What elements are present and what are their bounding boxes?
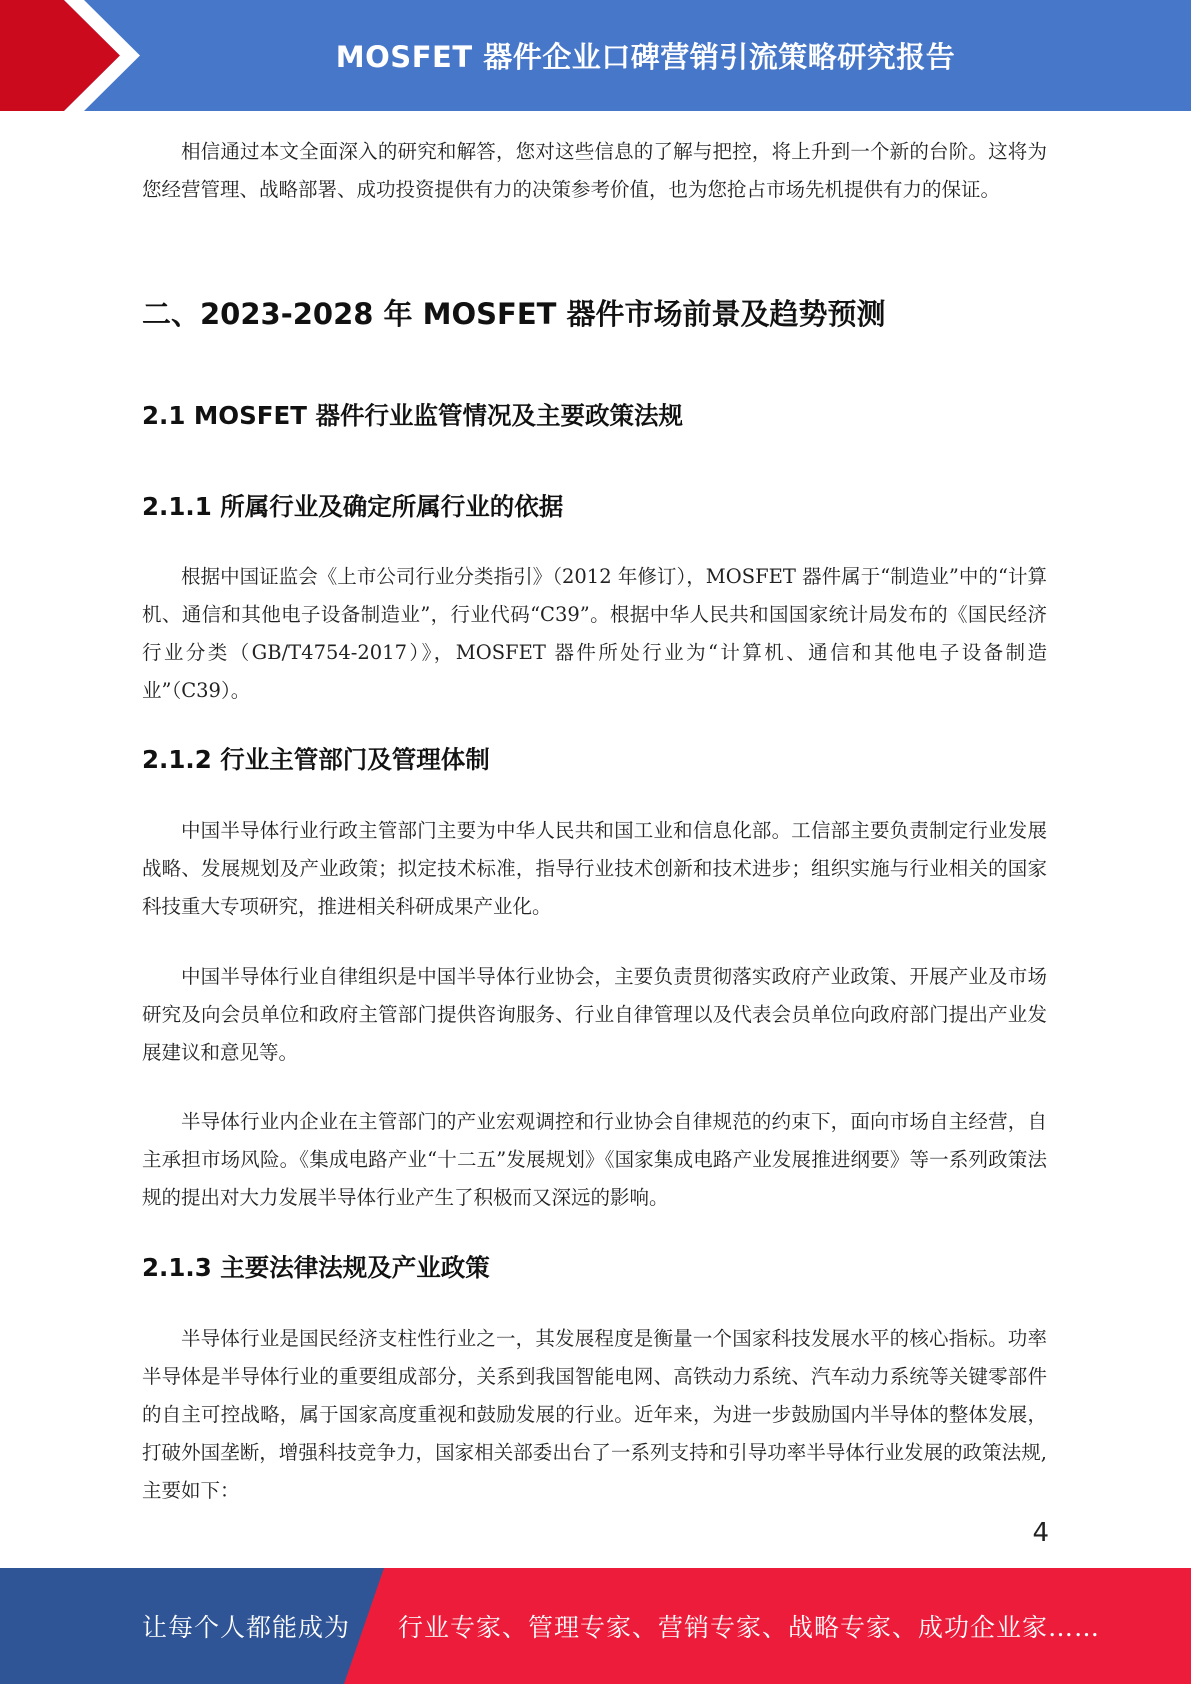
paragraph-2-1-2-b: 中国半导体行业自律组织是中国半导体行业协会，主要负责贯彻落实政府产业政策、开展产业及市场研究及向会员单位和政府主管部门提供咨询服务、行业自律管理以及代表会员单位向政府部门提出产业发展建议和意见等。 xyxy=(142,965,1047,1064)
intro-paragraph: 相信通过本文全面深入的研究和解答，您对这些信息的了解与把控，将上升到一个新的台阶。这将为您经营管理、战略部署、成功投资提供有力的决策参考价值，也为您抢占市场先机提供有力的保证。 xyxy=(142,140,1047,201)
paragraph-2-1-2-a: 中国半导体行业行政主管部门主要为中华人民共和国工业和信息化部。工信部主要负责制定行业发展战略、发展规划及产业政策；拟定技术标准，指导行业技术创新和技术进步；组织实施与行业相关的国家科技重大专项研究，推进相关科研成果产业化。 xyxy=(142,819,1047,918)
report-title: MOSFET 器件企业口碑营销引流策略研究报告 xyxy=(335,40,956,74)
header-arrow-icon xyxy=(0,0,160,111)
paragraph-2-1-3: 半导体行业是国民经济支柱性行业之一，其发展程度是衡量一个国家科技发展水平的核心指标。功率半导体是半导体行业的重要组成部分，关系到我国智能电网、高铁动力系统、汽车动力系统等关键零部件的自主可控战略，属于国家高度重视和鼓励发展的行业。近年来，为进一步鼓励国内半导体的整体发展，打破外国垄断，增强科技竞争力，国家相关部委出台了一系列支持和引导功率半导体行业发展的政策法规,主要如下： xyxy=(142,1327,1047,1502)
footer-slogan-right: 行业专家、管理专家、营销专家、战略专家、成功企业家…… xyxy=(398,1613,1101,1642)
subsection-2-1-2-title: 2.1.2 行业主管部门及管理体制 xyxy=(142,745,490,774)
section-title: 二、2023-2028 年 MOSFET 器件市场前景及趋势预测 xyxy=(142,297,886,331)
subsection-2-1-3-title: 2.1.3 主要法律法规及产业政策 xyxy=(142,1253,490,1282)
page-number: 4 xyxy=(1032,1518,1049,1548)
subsection-2-1-1-title: 2.1.1 所属行业及确定所属行业的依据 xyxy=(142,492,564,521)
page-header xyxy=(0,0,1191,111)
page-footer xyxy=(0,1568,1191,1684)
paragraph-2-1-1: 根据中国证监会《上市公司行业分类指引》（2012 年修订），MOSFET 器件属于“制造业”中的“计算机、通信和其他电子设备制造业”，行业代码“C39”。根据中华人民共和国国家统计局发布的《国民经济行业分类（GB/T4754-2017）》，MOSFET 器件所处行业为“计算机、通信和其他电子设备制造业”（C39）。 xyxy=(142,565,1047,702)
subsection-2-1-title: 2.1 MOSFET 器件行业监管情况及主要政策法规 xyxy=(142,401,683,430)
footer-slogan-left: 让每个人都能成为 xyxy=(142,1613,351,1642)
paragraph-2-1-2-c: 半导体行业内企业在主管部门的产业宏观调控和行业协会自律规范的约束下，面向市场自主经营，自主承担市场风险。《集成电路产业“十二五”发展规划》《国家集成电路产业发展推进纲要》等一系列政策法规的提出对大力发展半导体行业产生了积极而又深远的影响。 xyxy=(142,1110,1047,1209)
